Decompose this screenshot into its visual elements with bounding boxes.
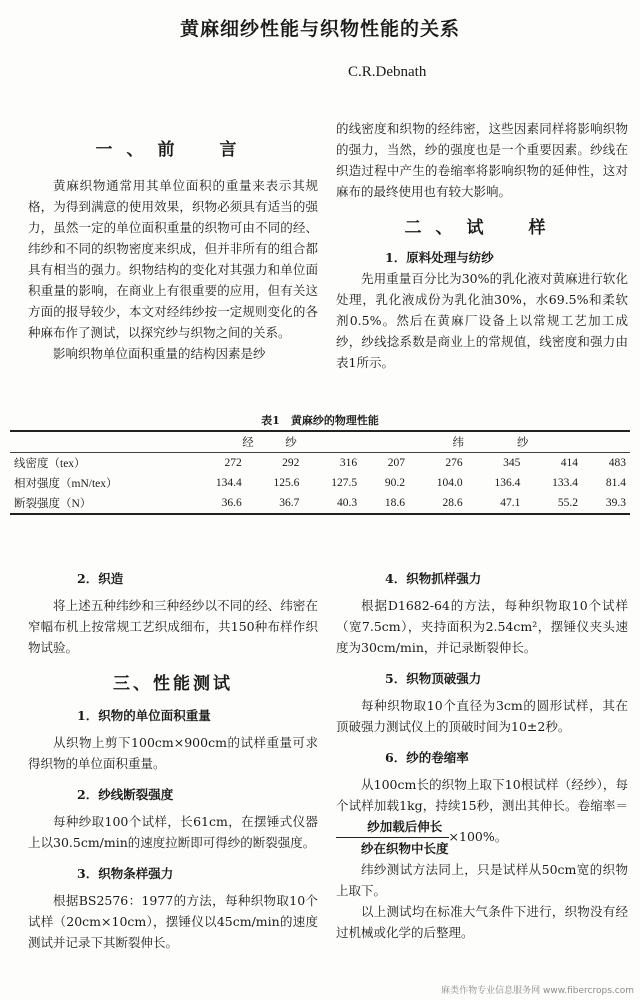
author: C.R.Debnath [348, 64, 427, 80]
table-cell: 345 [503, 457, 521, 469]
table-cell: 36.6 [188, 493, 246, 514]
yarn-strength-paragraph: 每种纱取100个试样，长61cm，在摆锤式仪器上以30.5cm/min的速度拉断即可得纱的断裂强度。 [28, 814, 318, 850]
conditions-paragraph: 以上测试均在标准大气条件下进行，织物没有经过机械或化学的后整理。 [336, 904, 628, 940]
table-cell: 127.5 [331, 477, 358, 489]
table-cell: 125.6 [273, 477, 300, 489]
table-row [10, 473, 630, 493]
table-cell: 36.7 [246, 493, 304, 514]
table-cell: 81.4 [605, 477, 626, 489]
watermark: 麻类作物专业信息服务网 www.fibercrops.com [441, 986, 634, 996]
subheading-burst-strength: 5．织物顶破强力 [385, 671, 482, 686]
table-cell: 134.4 [215, 477, 242, 489]
left-column-top [28, 140, 318, 364]
table-cell: 40.3 [303, 493, 361, 514]
table-cell: 276 [445, 457, 463, 469]
table-cell: 316 [339, 457, 358, 469]
table-cell: 90.2 [384, 477, 405, 489]
table-cell: 483 [608, 457, 626, 469]
table-row [10, 493, 630, 514]
row-label: 相对强度（mN/tex） [14, 478, 118, 490]
subheading-weaving: 2．织造 [77, 571, 124, 586]
jute-yarn-table [10, 430, 630, 515]
table-cell: 39.3 [582, 493, 630, 514]
table-group-warp: 经 纱 [188, 431, 361, 453]
table-cell: 133.4 [552, 477, 579, 489]
subheading-yarn-strength: 2．纱线断裂强度 [77, 787, 174, 802]
table-cell: 28.6 [409, 493, 467, 514]
weft-test-paragraph: 纬纱测试方法同上，只是试样从50cm宽的织物上取下。 [336, 862, 628, 898]
subheading-crimp: 6．纱的卷缩率 [385, 750, 469, 765]
right-column-bottom [336, 568, 628, 943]
subheading-area-weight: 1．织物的单位面积重量 [77, 708, 211, 723]
formula-denominator: 纱在织物中长度 [361, 841, 449, 856]
formula-numerator: 纱加载后伸长 [336, 816, 449, 838]
table-cell: 104.0 [436, 477, 463, 489]
crimp-formula [336, 816, 449, 859]
table-cell: 207 [387, 457, 405, 469]
table-cell: 18.6 [361, 493, 409, 514]
table-corner [10, 431, 188, 453]
subheading-strip-strength: 3．织物条样强力 [77, 866, 174, 881]
table-row [10, 453, 630, 474]
formula-tail: ×100%。 [448, 829, 508, 844]
paper-title: 黄麻细纱性能与织物性能的关系 [179, 18, 460, 40]
table-caption: 表1 黄麻纱的物理性能 [261, 414, 379, 427]
intro-paragraph-1: 黄麻织物通常用其单位面积的重量来表示其规格，为得到满意的使用效果，织物必须具有适当的强力，虽然一定的单位面积重量的织物可由不同的经、纬纱和不同的织物密度来织成，但并非所有的组合都具有相当的强力。织物结构的变化对其强力和单位面积重量的影响，在商业上有很重要的应用，但有关这方面的报导较少，本文对经纬纱按一定规则变化的各种麻布作了测试，以探究纱与织物之间的关系。 [28, 178, 318, 340]
table-group-weft: 纬 纱 [361, 431, 630, 453]
crimp-paragraph [336, 774, 628, 859]
intro-paragraph-2-start: 影响织物单位面积重量的结构因素是纱 [53, 346, 266, 361]
row-label: 线密度（tex） [14, 458, 86, 470]
right-column-top [336, 118, 628, 373]
crimp-text: 从100cm长的织物上取下10根试样（经纱），每个试样加载1kg，持续15秒，测出其伸长。卷缩率＝ [336, 777, 628, 813]
table-cell: 47.1 [467, 493, 525, 514]
area-weight-paragraph: 从织物上剪下100cm×900cm的试样重量可求得织物的单位面积重量。 [28, 735, 318, 771]
strip-strength-paragraph: 根据BS2576：1977的方法，每种织物取10个试样（20cm×10cm），摆锤仪以45cm/min的速度测试并记录下其断裂伸长。 [28, 893, 318, 950]
table-cell: 136.4 [494, 477, 521, 489]
row-label: 断裂强度（N） [10, 493, 188, 514]
section-heading-intro: 一、前 言 [95, 140, 251, 160]
table-cell: 55.2 [524, 493, 582, 514]
table-cell: 292 [282, 457, 300, 469]
section-heading-testing: 三、性能测试 [113, 674, 233, 694]
burst-strength-paragraph: 每种织物取10个直径为3cm的圆形试样，其在顶破强力测试仪上的顶破时间为10±2秒。 [336, 698, 628, 734]
samples-paragraph-1: 先用重量百分比为30%的乳化液对黄麻进行软化处理，乳化液成份为乳化油30%，水69.5%和柔软剂0.5%。然后在黄麻厂设备上以常规工艺加工成纱，纱线捻系数是商业上的常规值，线密度和强力由表1所示。 [336, 271, 628, 370]
left-column-bottom [28, 568, 318, 953]
intro-paragraph-2-cont: 的线密度和织物的经纬密，这些因素同样将影响织物的强力，当然，纱的强度也是一个重要因素。纱线在织造过程中产生的卷缩率将影响织物的延伸性，这对麻布的最终使用也有较大影响。 [336, 121, 628, 199]
table-cell: 272 [224, 457, 242, 469]
subheading-raw-material: 1．原料处理与纺纱 [385, 250, 494, 265]
section-heading-samples: 二、试 样 [404, 218, 560, 238]
subheading-grab-strength: 4．织物抓样强力 [385, 571, 482, 586]
table-cell: 414 [560, 457, 579, 469]
weaving-paragraph: 将上述五种纬纱和三种经纱以不同的经、纬密在窄幅布机上按常规工艺织成细布，共150种布样作织物试验。 [28, 598, 318, 655]
grab-strength-paragraph: 根据D1682-64的方法，每种织物取10个试样（宽7.5cm），夹持面积为2.54cm²，摆锤仪夹头速度为30cm/min，并记录断裂伸长。 [336, 598, 628, 655]
